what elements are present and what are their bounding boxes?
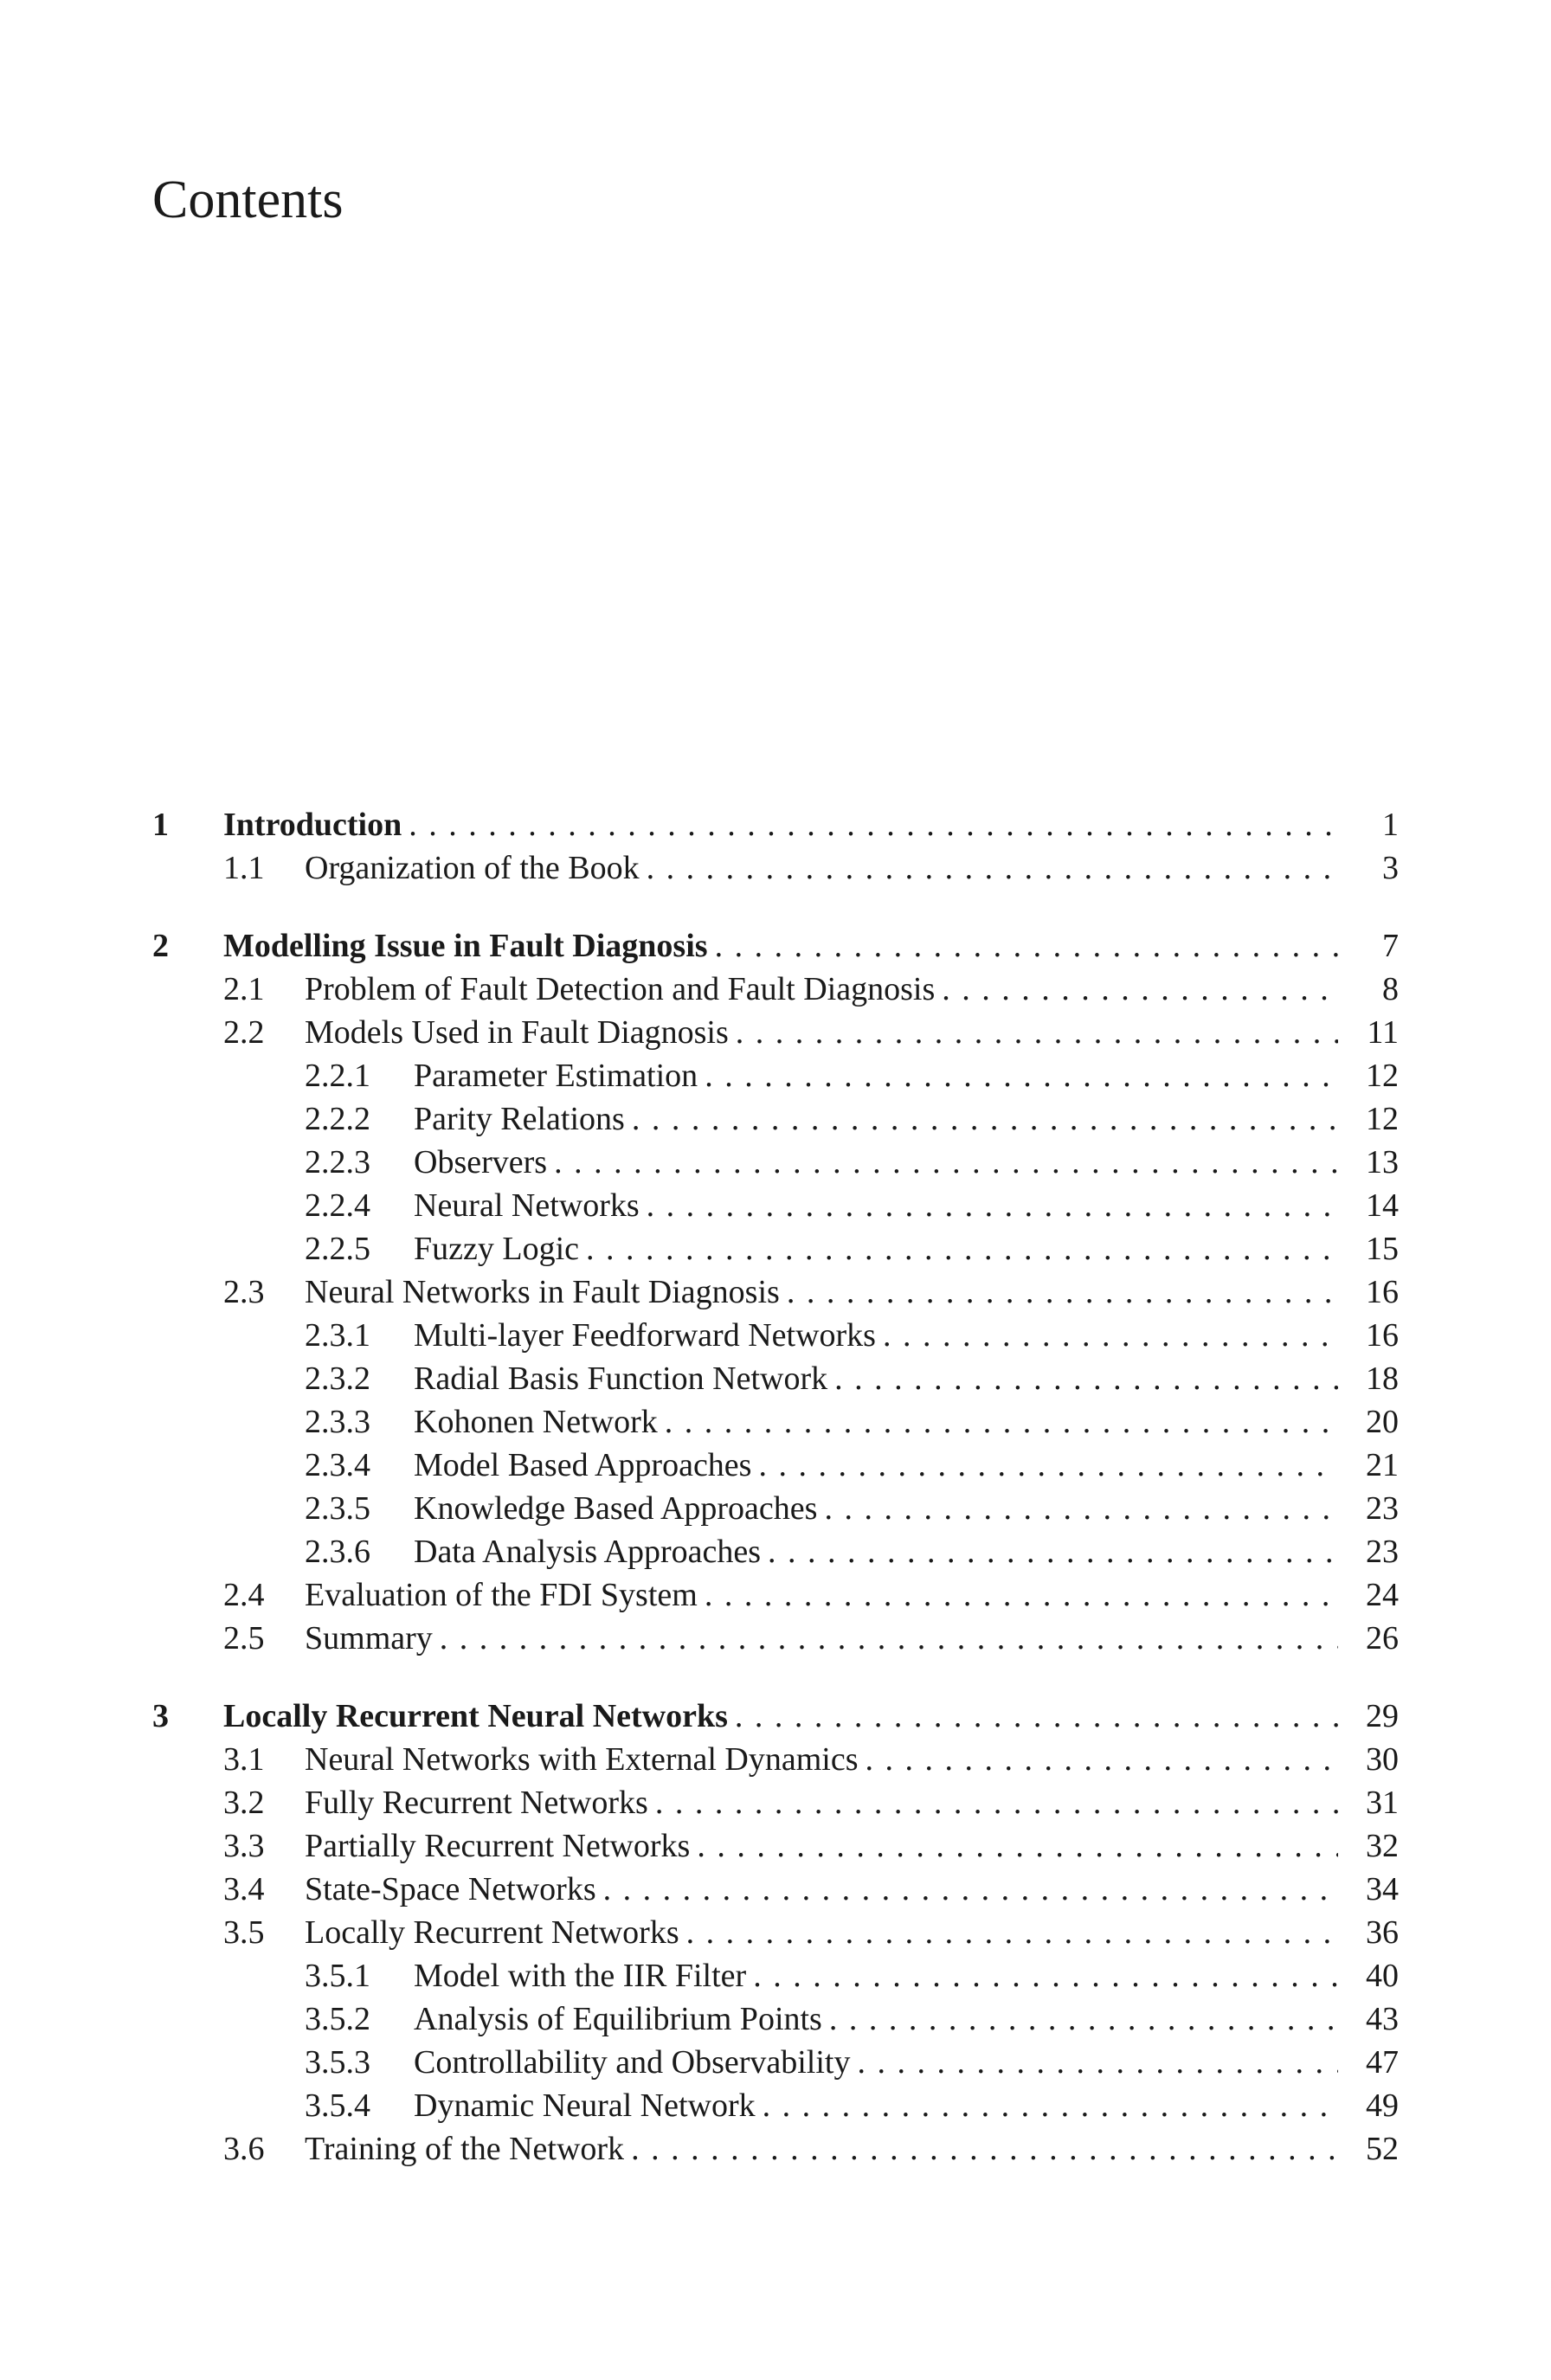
subsection-number: 2.2.5 [305,1231,370,1267]
subsection-number: 2.2.2 [305,1101,370,1137]
toc-section-row[interactable] [152,1270,1399,1314]
page-number: 40 [1366,1958,1399,1994]
subsection-number: 2.3.4 [305,1447,370,1483]
table-of-contents [152,803,1399,2171]
page-number: 1 [1382,807,1399,843]
section-number: 2.1 [223,971,265,1007]
toc-subsection-row[interactable] [152,1314,1399,1357]
toc-section-row[interactable] [152,1011,1399,1054]
subsection-title: Dynamic Neural Network [414,2087,756,2124]
page-number: 24 [1366,1577,1399,1613]
toc-subsection-row[interactable] [152,1141,1399,1184]
page-number: 36 [1366,1914,1399,1951]
subsection-number: 2.3.2 [305,1360,370,1397]
toc-subsection-row[interactable] [152,1444,1399,1487]
page-number: 26 [1366,1620,1399,1656]
toc-chapter-row[interactable] [152,803,1399,846]
subsection-number: 2.2.4 [305,1187,370,1224]
section-title: State-Space Networks [305,1871,596,1907]
page-number: 23 [1366,1534,1399,1570]
subsection-number: 2.3.1 [305,1317,370,1354]
toc-section-row[interactable] [152,1617,1399,1660]
dot-leader [697,1824,1338,1868]
page-number: 34 [1366,1871,1399,1907]
subsection-title: Knowledge Based Approaches [414,1490,818,1527]
page-number: 11 [1367,1014,1399,1051]
toc-subsection-row[interactable] [152,2084,1399,2127]
section-number: 2.5 [223,1620,265,1656]
dot-leader [768,1530,1338,1573]
dot-leader [603,1868,1338,1911]
dot-leader [715,924,1338,968]
section-number: 3.1 [223,1741,265,1778]
toc-subsection-row[interactable] [152,1054,1399,1097]
dot-leader [829,1997,1338,2041]
page-number: 12 [1366,1058,1399,1094]
section-title: Models Used in Fault Diagnosis [305,1014,729,1051]
page-number: 7 [1382,928,1399,964]
dot-leader [647,846,1338,890]
chapter-2 [152,924,1399,1660]
section-number: 3.5 [223,1914,265,1951]
dot-leader [753,1954,1338,1997]
dot-leader [824,1487,1338,1530]
toc-subsection-row[interactable] [152,1997,1399,2041]
subsection-title: Data Analysis Approaches [414,1534,762,1570]
subsection-title: Multi-layer Feedforward Networks [414,1317,876,1354]
page-number: 20 [1366,1404,1399,1440]
page-number: 13 [1366,1144,1399,1180]
section-number: 3.4 [223,1871,265,1907]
subsection-title: Model Based Approaches [414,1447,752,1483]
chapter-1 [152,803,1399,890]
page-number: 29 [1366,1698,1399,1734]
page-number: 52 [1366,2131,1399,2167]
subsection-number: 3.5.3 [305,2044,370,2081]
dot-leader [883,1314,1338,1357]
toc-chapter-row[interactable] [152,924,1399,968]
dot-leader [686,1911,1338,1954]
page-number: 18 [1366,1360,1399,1397]
page-number: 16 [1366,1274,1399,1310]
subsection-number: 2.3.5 [305,1490,370,1527]
toc-section-row[interactable] [152,2127,1399,2171]
dot-leader [665,1400,1338,1444]
section-title: Organization of the Book [305,850,640,886]
dot-leader [763,2084,1338,2127]
dot-leader [409,803,1338,846]
section-title: Neural Networks with External Dynamics [305,1741,859,1778]
toc-subsection-row[interactable] [152,1227,1399,1270]
page-title: Contents [152,170,344,229]
page-number: 43 [1366,2001,1399,2037]
subsection-number: 2.2.1 [305,1058,370,1094]
dot-leader [705,1054,1338,1097]
chapter-3 [152,1695,1399,2171]
toc-section-row[interactable] [152,846,1399,890]
page-number: 21 [1366,1447,1399,1483]
toc-section-row[interactable] [152,1781,1399,1824]
chapter-title: Locally Recurrent Neural Networks [223,1698,728,1734]
toc-section-row[interactable] [152,1573,1399,1617]
section-title: Partially Recurrent Networks [305,1828,691,1864]
page-number: 12 [1366,1101,1399,1137]
subsection-number: 3.5.1 [305,1958,370,1994]
dot-leader [866,1738,1339,1781]
dot-leader [631,2127,1338,2171]
subsection-title: Radial Basis Function Network [414,1360,828,1397]
section-title: Training of the Network [305,2131,625,2167]
toc-subsection-row[interactable] [152,1184,1399,1227]
subsection-title: Parity Relations [414,1101,625,1137]
chapter-number: 1 [152,807,169,843]
dot-leader [705,1573,1338,1617]
section-number: 1.1 [223,850,265,886]
page-number: 32 [1366,1828,1399,1864]
subsection-title: Kohonen Network [414,1404,658,1440]
toc-subsection-row[interactable] [152,1357,1399,1400]
toc-subsection-row[interactable] [152,1097,1399,1141]
section-title: Locally Recurrent Networks [305,1914,679,1951]
toc-section-row[interactable] [152,1868,1399,1911]
section-number: 2.4 [223,1577,265,1613]
page-number: 49 [1366,2087,1399,2124]
dot-leader [758,1444,1338,1487]
page-number: 31 [1366,1785,1399,1821]
toc-subsection-row[interactable] [152,2041,1399,2084]
page-number: 47 [1366,2044,1399,2081]
subsection-title: Fuzzy Logic [414,1231,580,1267]
toc-subsection-row[interactable] [152,1400,1399,1444]
page-number: 16 [1366,1317,1399,1354]
subsection-number: 2.2.3 [305,1144,370,1180]
subsection-title: Model with the IIR Filter [414,1958,747,1994]
chapter-number: 2 [152,928,169,964]
page-number: 14 [1366,1187,1399,1224]
dot-leader [632,1097,1338,1141]
subsection-title: Analysis of Equilibrium Points [414,2001,822,2037]
toc-subsection-row[interactable] [152,1954,1399,1997]
dot-leader [554,1141,1338,1184]
page-number: 23 [1366,1490,1399,1527]
section-number: 2.2 [223,1014,265,1051]
page-number: 3 [1382,850,1399,886]
dot-leader [857,2041,1338,2084]
toc-subsection-row[interactable] [152,1530,1399,1573]
dot-leader [736,1011,1338,1054]
dot-leader [834,1357,1338,1400]
page-number: 30 [1366,1741,1399,1778]
page-number: 15 [1366,1231,1399,1267]
section-number: 3.3 [223,1828,265,1864]
dot-leader [440,1617,1338,1660]
chapter-title: Modelling Issue in Fault Diagnosis [223,928,708,964]
toc-subsection-row[interactable] [152,1487,1399,1530]
section-number: 2.3 [223,1274,265,1310]
section-title: Fully Recurrent Networks [305,1785,648,1821]
subsection-title: Parameter Estimation [414,1058,698,1094]
subsection-title: Observers [414,1144,548,1180]
toc-section-row[interactable] [152,1738,1399,1781]
dot-leader [942,968,1338,1011]
section-title: Neural Networks in Fault Diagnosis [305,1274,780,1310]
dot-leader [586,1227,1338,1270]
toc-section-row[interactable] [152,968,1399,1011]
page-number: 8 [1382,971,1399,1007]
toc-section-row[interactable] [152,1824,1399,1868]
chapter-title: Introduction [223,807,402,843]
subsection-number: 2.3.6 [305,1534,370,1570]
subsection-number: 3.5.2 [305,2001,370,2037]
subsection-number: 2.3.3 [305,1404,370,1440]
dot-leader [787,1270,1338,1314]
section-title: Problem of Fault Detection and Fault Diagnosis [305,971,936,1007]
toc-section-row[interactable] [152,1911,1399,1954]
section-number: 3.6 [223,2131,265,2167]
dot-leader [735,1695,1338,1738]
section-number: 3.2 [223,1785,265,1821]
dot-leader [647,1184,1338,1227]
subsection-number: 3.5.4 [305,2087,370,2124]
toc-chapter-row[interactable] [152,1695,1399,1738]
subsection-title: Neural Networks [414,1187,640,1224]
dot-leader [655,1781,1338,1824]
section-title: Summary [305,1620,433,1656]
chapter-number: 3 [152,1698,169,1734]
subsection-title: Controllability and Observability [414,2044,851,2081]
section-title: Evaluation of the FDI System [305,1577,698,1613]
